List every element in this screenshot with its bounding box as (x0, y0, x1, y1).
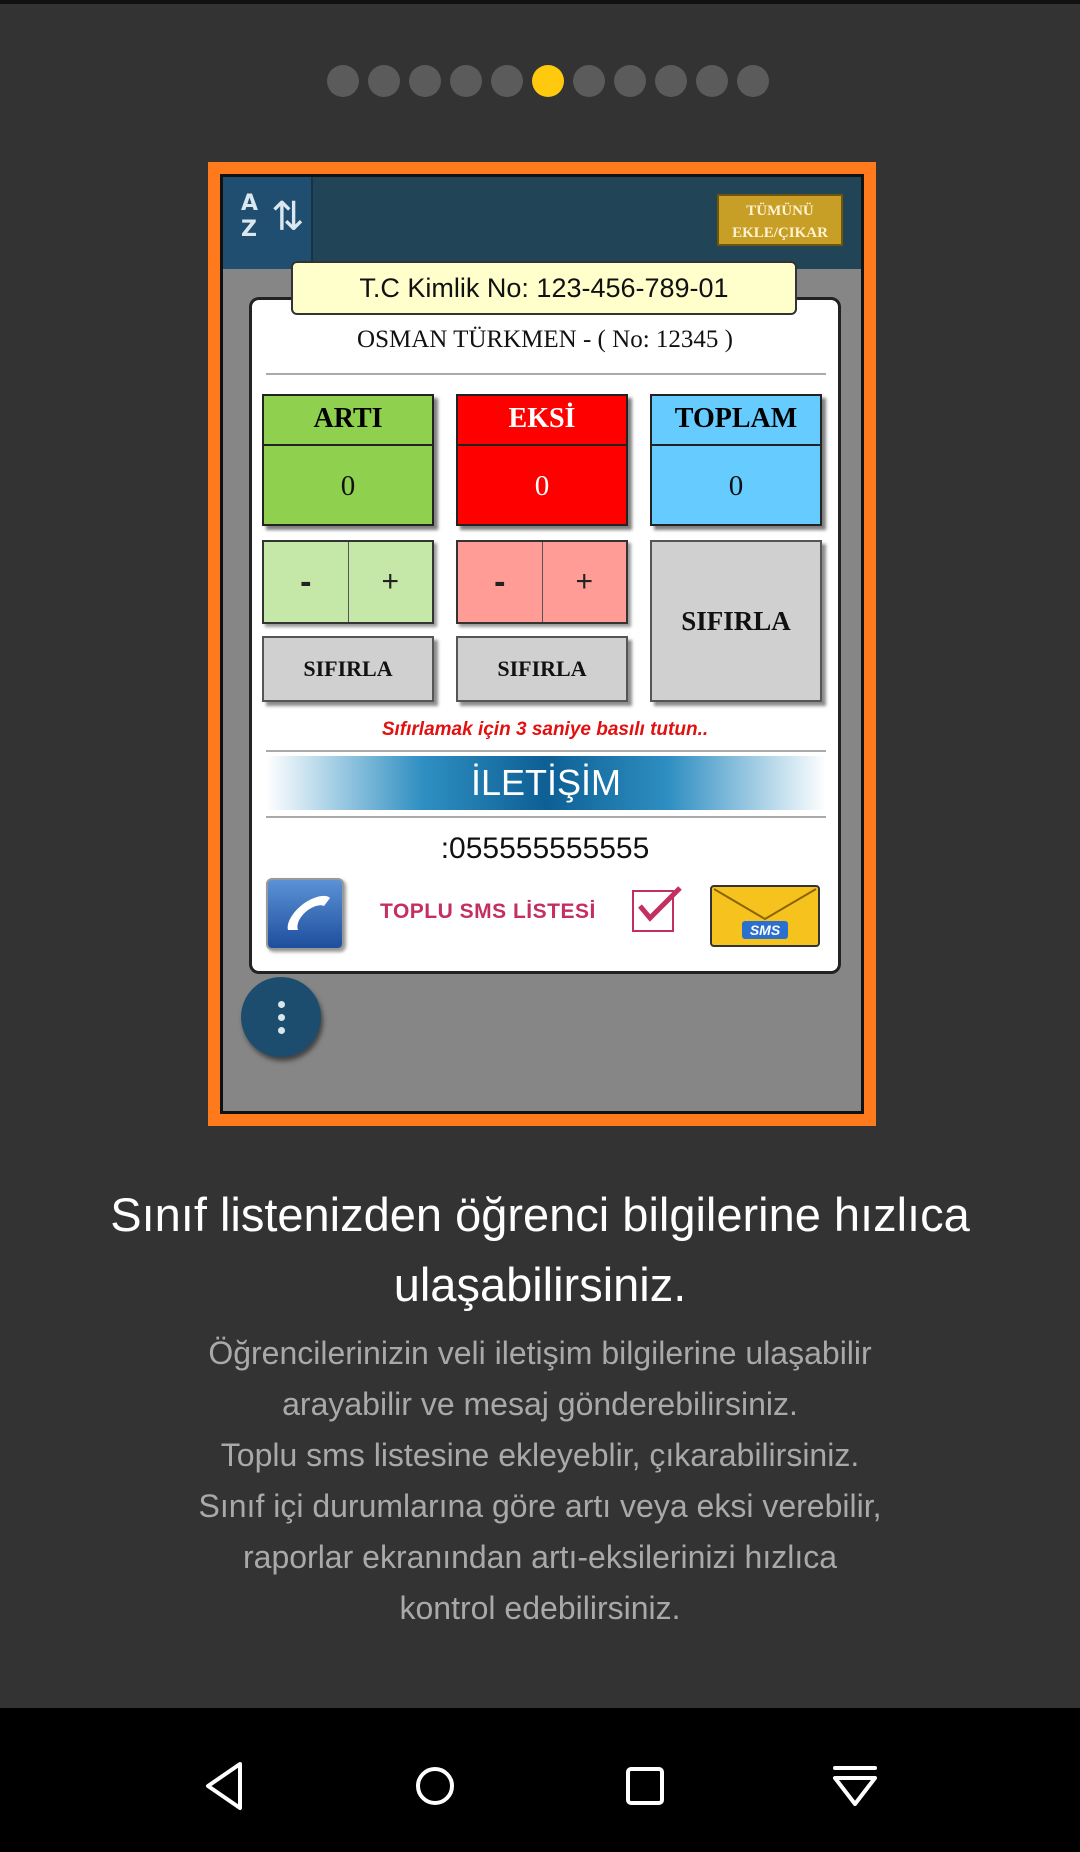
description-line: Öğrencilerinizin veli iletişim bilgilerine ulaşabilir (208, 1335, 872, 1371)
description-line: arayabilir ve mesaj gönderebilirsiniz. (282, 1386, 798, 1422)
onboarding-headline: Sınıf listenizden öğrenci bilgilerine hızlıca ulaşabilirsiniz. (110, 1188, 970, 1311)
description-line: kontrol edebilirsiniz. (399, 1590, 681, 1626)
page-dot[interactable] (450, 65, 482, 97)
divider (266, 373, 826, 375)
eksi-value: 0 (534, 470, 550, 502)
page-dot[interactable] (737, 65, 769, 97)
onboarding-description (80, 1328, 1000, 1634)
reset-eksi-button[interactable]: SIFIRLA (456, 636, 628, 702)
more-vert-icon (278, 1001, 285, 1008)
sort-button[interactable] (223, 177, 313, 269)
sort-az-icon: A Z (241, 191, 259, 242)
eksi-stepper (456, 540, 628, 624)
sort-arrow-icon: ⇅ (271, 194, 305, 240)
checkmark-icon (632, 884, 686, 928)
recents-icon[interactable] (613, 1754, 677, 1818)
arti-plus-button[interactable]: + (381, 565, 400, 598)
arti-stepper (262, 540, 434, 624)
phone-icon (268, 880, 342, 948)
call-button[interactable] (266, 878, 344, 950)
page-dot-active[interactable] (532, 65, 564, 97)
description-line: raporlar ekranından artı-eksilerinizi hızlıca (242, 1539, 838, 1575)
page-dot[interactable] (409, 65, 441, 97)
contact-section-title: İLETİŞİM (266, 756, 826, 810)
eksi-plus-button[interactable]: + (575, 565, 594, 598)
arti-minus-button[interactable]: - (264, 542, 349, 622)
page-indicator (327, 65, 769, 99)
tc-kimlik-label: T.C Kimlik No: 123-456-789-01 (291, 261, 797, 315)
more-options-button[interactable] (241, 977, 321, 1057)
arti-label: ARTI (264, 396, 432, 446)
screenshot-frame (208, 162, 876, 1126)
toplam-counter (650, 394, 822, 526)
page-dot[interactable] (368, 65, 400, 97)
reset-arti-button[interactable]: SIFIRLA (262, 636, 434, 702)
page-dot[interactable] (491, 65, 523, 97)
student-card (249, 297, 841, 974)
notifications-pulldown-icon[interactable] (823, 1754, 887, 1818)
student-name: OSMAN TÜRKMEN - ( No: 12345 ) (357, 326, 733, 353)
add-remove-all-button[interactable]: TÜMÜNÜ EKLE/ÇIKAR (717, 194, 843, 246)
bulk-sms-list-label: TOPLU SMS LİSTESİ (380, 900, 596, 923)
home-icon[interactable] (403, 1754, 467, 1818)
toplam-value: 0 (728, 470, 744, 502)
toplam-label: TOPLAM (652, 396, 820, 446)
status-bar-edge (0, 0, 1080, 4)
page-dot[interactable] (573, 65, 605, 97)
page-dot[interactable] (655, 65, 687, 97)
page-dot[interactable] (696, 65, 728, 97)
eksi-minus-button[interactable]: - (458, 542, 543, 622)
divider (266, 750, 826, 752)
more-vert-icon (278, 1014, 285, 1021)
page-dot[interactable] (327, 65, 359, 97)
page-dot[interactable] (614, 65, 646, 97)
more-vert-icon (278, 1027, 285, 1034)
reset-hint: Sıfırlamak için 3 saniye basılı tutun.. (381, 719, 709, 740)
description-line: Toplu sms listesine ekleyeblir, çıkarabilirsiniz. (220, 1437, 860, 1473)
back-icon[interactable] (194, 1754, 258, 1818)
sms-label: SMS (749, 922, 781, 938)
app-screenshot (220, 174, 864, 1114)
navigation-bar (0, 1708, 1080, 1852)
send-sms-button[interactable] (710, 885, 820, 947)
bulk-sms-checkbox[interactable] (632, 890, 674, 932)
arti-counter (262, 394, 434, 526)
divider (266, 816, 826, 818)
eksi-label: EKSİ (458, 396, 626, 446)
reset-all-button[interactable]: SIFIRLA (650, 540, 822, 702)
app-header (223, 177, 861, 269)
description-line: Sınıf içi durumlarına göre artı veya eksi verebilir, (198, 1488, 882, 1524)
eksi-counter (456, 394, 628, 526)
arti-value: 0 (340, 470, 356, 502)
phone-number: :055555555555 (440, 832, 650, 865)
